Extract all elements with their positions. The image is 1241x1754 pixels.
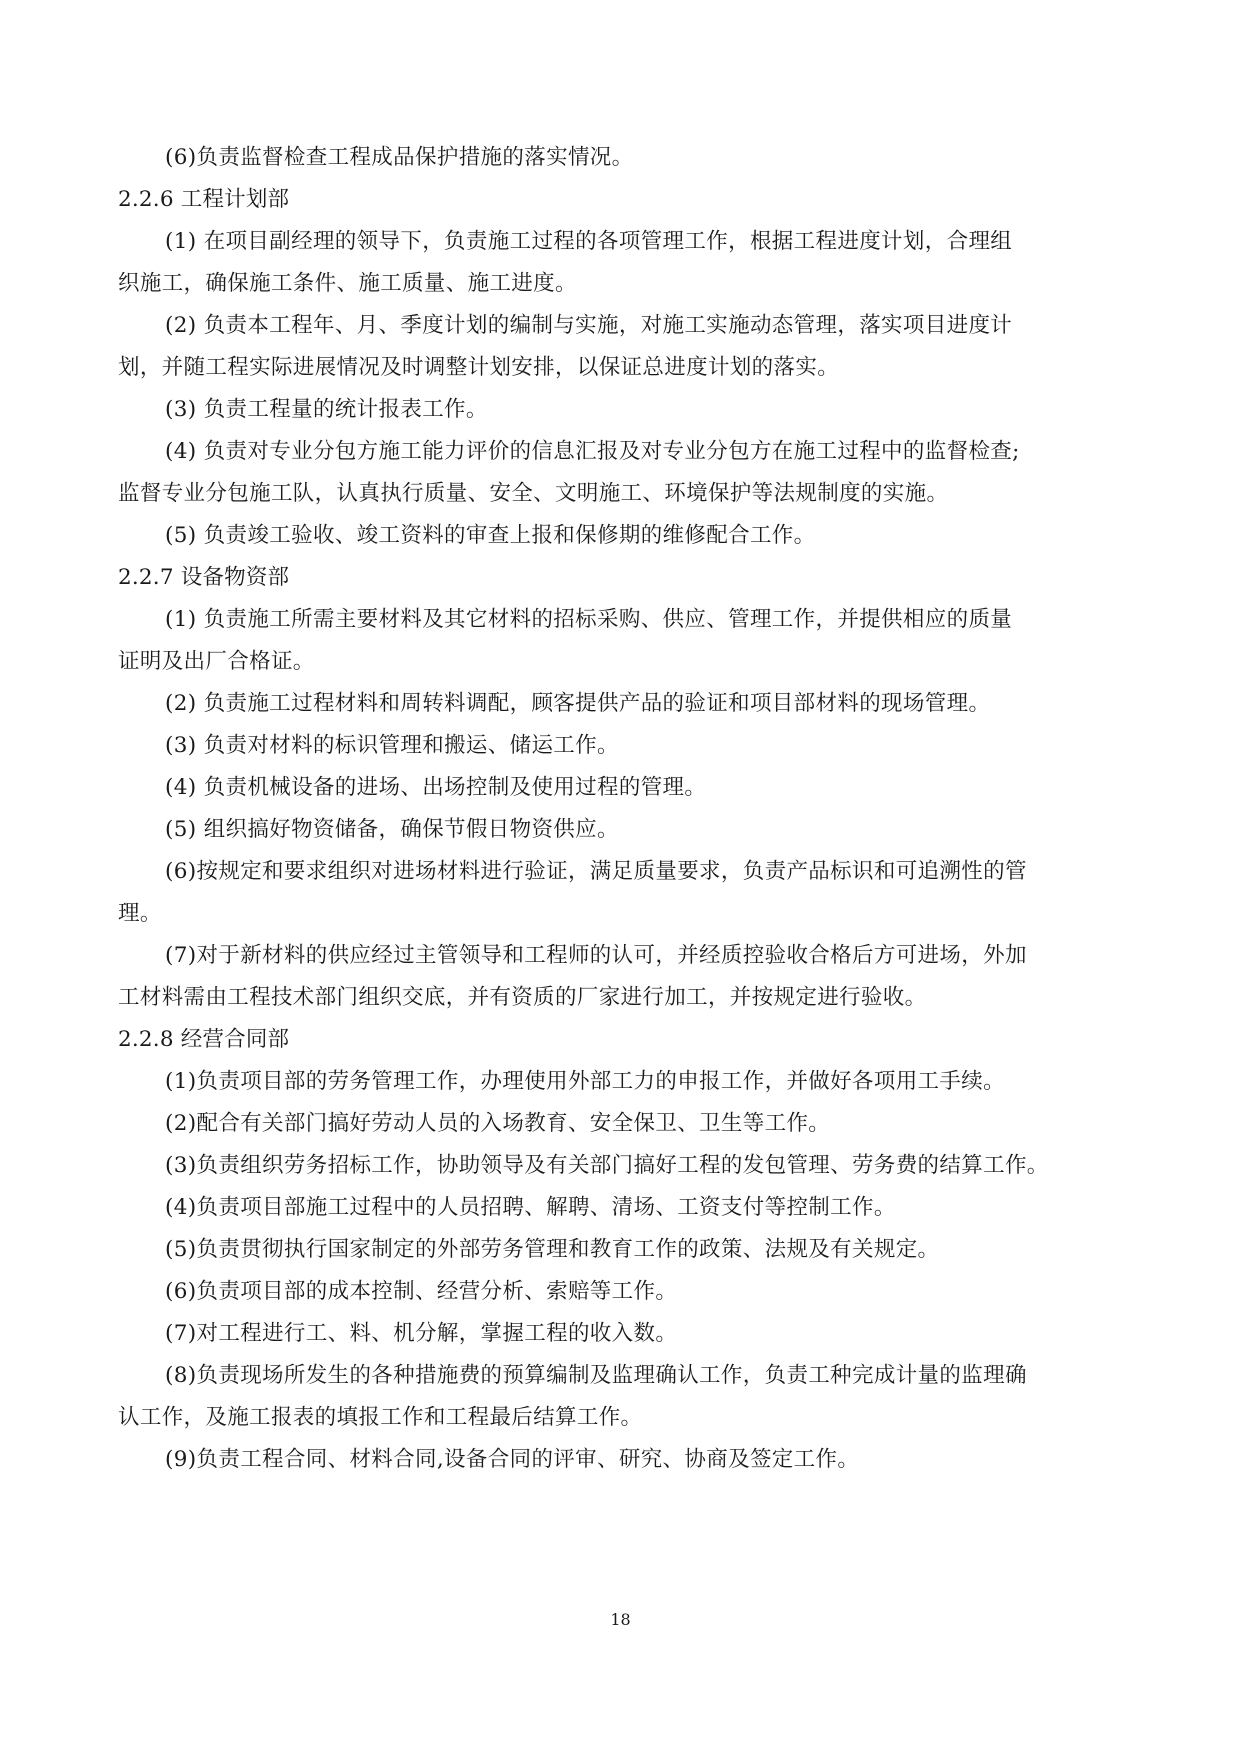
paragraph-line: (5) 组织搞好物资储备，确保节假日物资供应。 xyxy=(165,817,619,842)
paragraph-line: 证明及出厂合格证。 xyxy=(118,649,315,674)
paragraph-line: (3)负责组织劳务招标工作，协助领导及有关部门搞好工程的发包管理、劳务费的结算工作。 xyxy=(165,1153,1049,1178)
paragraph-line: (8)负责现场所发生的各种措施费的预算编制及监理确认工作，负责工种完成计量的监理确 xyxy=(165,1363,1027,1388)
section-heading: 2.2.8 经营合同部 xyxy=(118,1027,290,1052)
paragraph-line: 理。 xyxy=(118,901,162,926)
paragraph-line: (7)对工程进行工、料、机分解，掌握工程的收入数。 xyxy=(165,1321,678,1346)
document-body xyxy=(118,0,1128,1754)
paragraph-line: 工材料需由工程技术部门组织交底，并有资质的厂家进行加工，并按规定进行验收。 xyxy=(118,985,927,1010)
paragraph-line: (6)负责项目部的成本控制、经营分析、索赔等工作。 xyxy=(165,1279,678,1304)
paragraph-line: (1) 在项目副经理的领导下，负责施工过程的各项管理工作，根据工程进度计划，合理组 xyxy=(165,229,1013,254)
paragraph-line: (3) 负责对材料的标识管理和搬运、储运工作。 xyxy=(165,733,619,758)
paragraph-line: (4) 负责机械设备的进场、出场控制及使用过程的管理。 xyxy=(165,775,707,800)
page-number: 18 xyxy=(610,1610,631,1629)
paragraph-line: (2) 负责本工程年、月、季度计划的编制与实施，对施工实施动态管理，落实项目进度计 xyxy=(165,313,1013,338)
paragraph-line: (6)负责监督检查工程成品保护措施的落实情况。 xyxy=(165,145,634,170)
paragraph-line: (2) 负责施工过程材料和周转料调配，顾客提供产品的验证和项目部材料的现场管理。 xyxy=(165,691,991,716)
paragraph-line: (1)负责项目部的劳务管理工作，办理使用外部工力的申报工作，并做好各项用工手续。 xyxy=(165,1069,1005,1094)
paragraph-line: 认工作，及施工报表的填报工作和工程最后结算工作。 xyxy=(118,1405,643,1430)
paragraph-line: (2)配合有关部门搞好劳动人员的入场教育、安全保卫、卫生等工作。 xyxy=(165,1111,831,1136)
paragraph-line: 划，并随工程实际进展情况及时调整计划安排，以保证总进度计划的落实。 xyxy=(118,355,840,380)
paragraph-line: (9)负责工程合同、材料合同,设备合同的评审、研究、协商及签定工作。 xyxy=(165,1447,860,1472)
paragraph-line: (4) 负责对专业分包方施工能力评价的信息汇报及对专业分包方在施工过程中的监督检查; xyxy=(165,439,1020,464)
paragraph-line: (5)负责贯彻执行国家制定的外部劳务管理和教育工作的政策、法规及有关规定。 xyxy=(165,1237,940,1262)
paragraph-line: (4)负责项目部施工过程中的人员招聘、解聘、清场、工资支付等控制工作。 xyxy=(165,1195,896,1220)
paragraph-line: (6)按规定和要求组织对进场材料进行验证，满足质量要求，负责产品标识和可追溯性的管 xyxy=(165,859,1027,884)
paragraph-line: (7)对于新材料的供应经过主管领导和工程师的认可，并经质控验收合格后方可进场，外加 xyxy=(165,943,1027,968)
paragraph-line: (3) 负责工程量的统计报表工作。 xyxy=(165,397,488,422)
paragraph-line: (5) 负责竣工验收、竣工资料的审查上报和保修期的维修配合工作。 xyxy=(165,523,816,548)
paragraph-line: 监督专业分包施工队，认真执行质量、安全、文明施工、环境保护等法规制度的实施。 xyxy=(118,481,949,506)
paragraph-line: 织施工，确保施工条件、施工质量、施工进度。 xyxy=(118,271,577,296)
section-heading: 2.2.6 工程计划部 xyxy=(118,187,290,212)
paragraph-line: (1) 负责施工所需主要材料及其它材料的招标采购、供应、管理工作，并提供相应的质量 xyxy=(165,607,1013,632)
section-heading: 2.2.7 设备物资部 xyxy=(118,565,290,590)
